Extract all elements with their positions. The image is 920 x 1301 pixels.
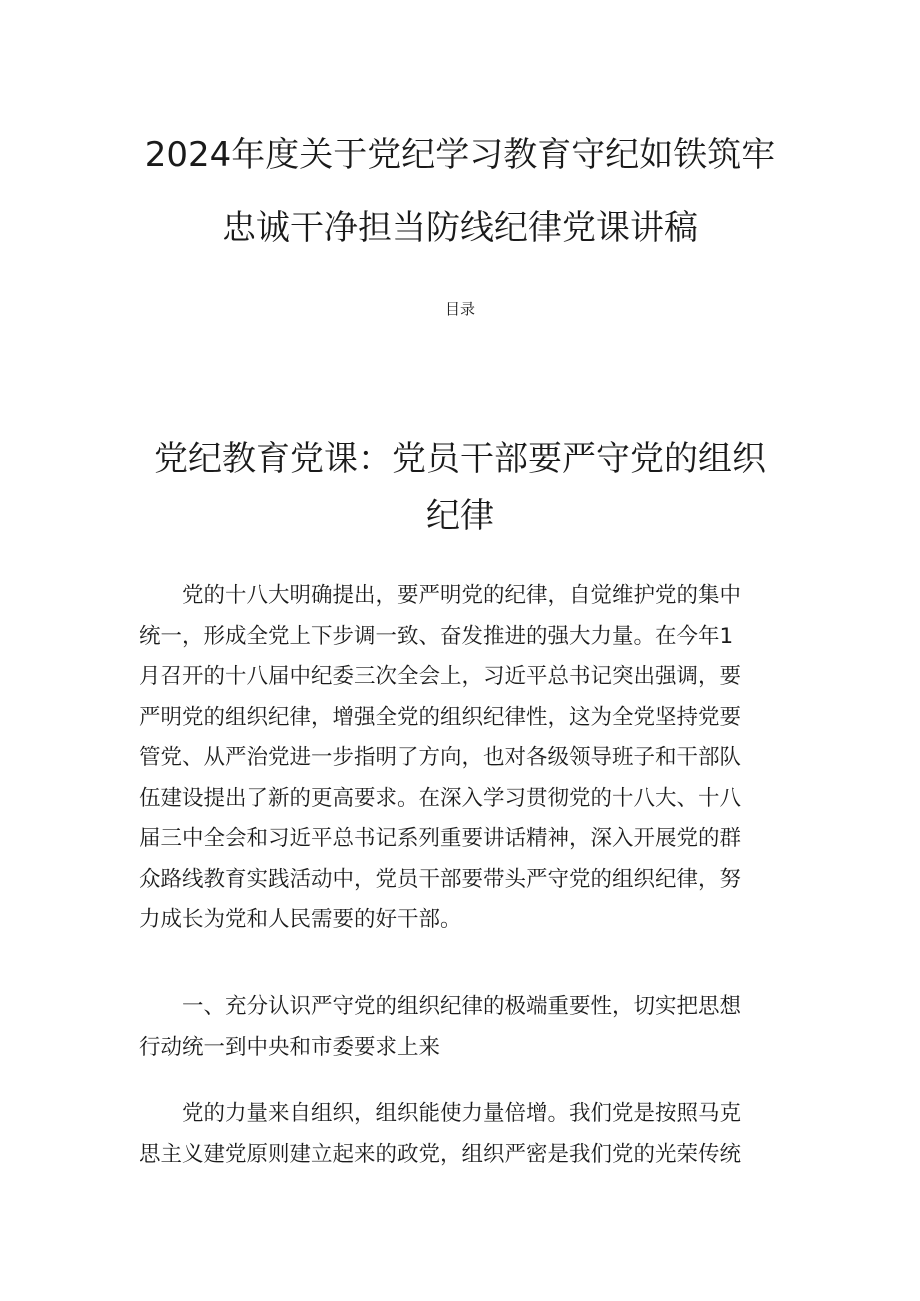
paragraph-line: 行动统一到中央和市委要求上来 (139, 1034, 441, 1060)
section-heading-line-1: 党纪教育党课：党员干部要严守党的组织 (154, 439, 766, 479)
paragraph-line: 党的十八大明确提出，要严明党的纪律，自觉维护党的集中 (182, 583, 742, 608)
paragraph-line: 月召开的十八届中纪委三次全会上，习近平总书记突出强调，要 (139, 664, 742, 689)
section-heading-line-2: 纪律 (426, 496, 494, 536)
paragraph-line: 严明党的组织纪律，增强全党的组织纪律性，这为全党坚持党要 (139, 704, 742, 730)
paragraph-line: 伍建设提出了新的更高要求。在深入学习贯彻党的十八大、十八 (139, 785, 742, 811)
paragraph-line: 思主义建党原则建立起来的政党，组织严密是我们党的光荣传统 (139, 1141, 742, 1167)
table-of-contents-label: 目录 (444, 300, 475, 318)
paragraph-section-one-heading (139, 987, 784, 1068)
paragraph-line: 一、充分认识严守党的组织纪律的极端重要性，切实把思想 (182, 994, 742, 1019)
paragraph-line: 众路线教育实践活动中，党员干部要带头严守党的组织纪律，努 (139, 866, 742, 892)
paragraph-intro (139, 576, 784, 941)
paragraph-line: 管党、从严治党进一步指明了方向，也对各级领导班子和干部队 (139, 745, 742, 770)
document-title-line-1: 2024年度关于党纪学习教育守纪如铁筑牢 (144, 135, 776, 175)
paragraph-line: 统一，形成全党上下步调一致、奋发推进的强大力量。在今年1 (139, 623, 734, 649)
paragraph-line: 届三中全会和习近平总书记系列重要讲话精神，深入开展党的群 (139, 826, 742, 851)
paragraph-line: 力成长为党和人民需要的好干部。 (139, 907, 462, 932)
document-title-line-2: 忠诚干净担当防线纪律党课讲稿 (222, 208, 698, 248)
paragraph-line: 党的力量来自组织，组织能使力量倍增。我们党是按照马克 (182, 1101, 742, 1126)
paragraph-organization (139, 1094, 784, 1175)
